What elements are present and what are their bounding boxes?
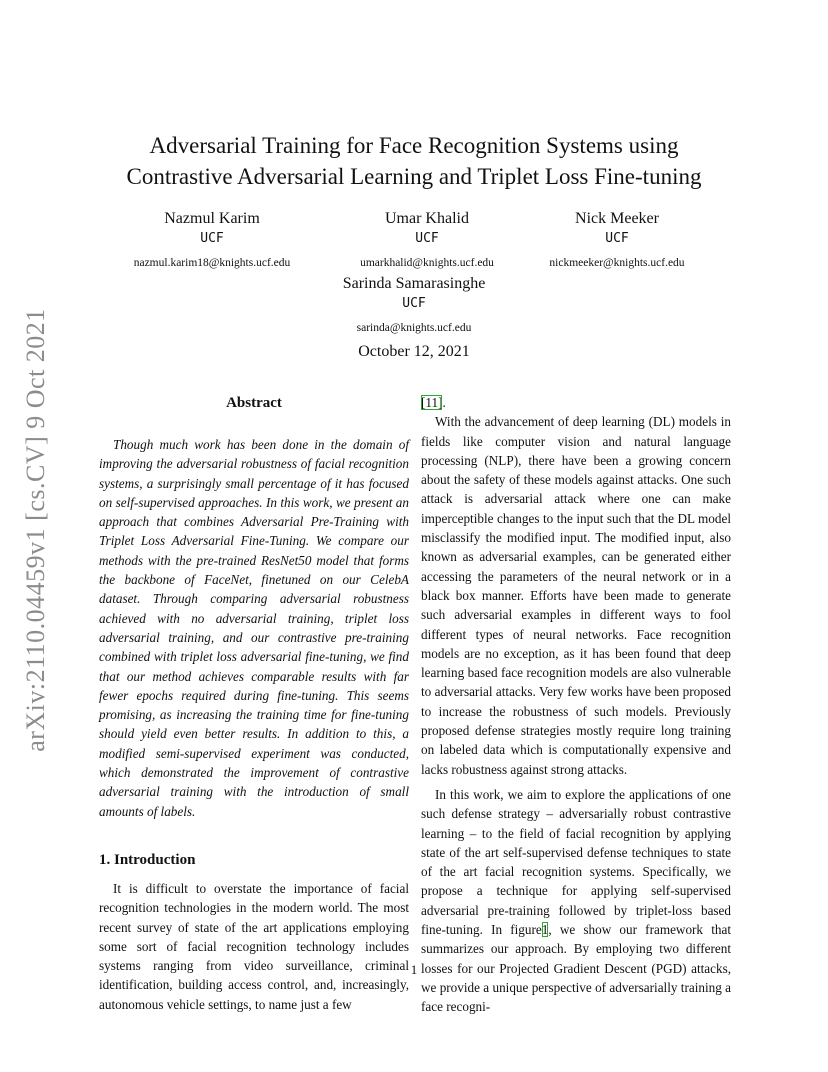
paragraph-text: In this work, we aim to explore the applications of one such defense strategy – adversarially robust contrastive learning – to the field of facial recognition by applying state of the art self-supervised defense techniques to state of the art facial recognition systems. Specifically, we propose a technique for applying self-supervised adversarial pre-training followed by triplet-loss based fine-tuning. In figure [421, 786, 731, 938]
author-email[interactable]: sarinda@knights.ucf.edu [356, 322, 472, 334]
author-block-3 [517, 209, 717, 271]
author-affiliation: UCF [605, 231, 629, 246]
author-name: Nazmul Karim [164, 210, 260, 227]
sentence-end: . [442, 395, 446, 410]
right-column [421, 393, 731, 1017]
author-name: Umar Khalid [385, 210, 469, 227]
intro-paragraph-1: It is difficult to overstate the importance of facial recognition technologies in the modern world. The most recent survey of state of the art applications employing some sort of facial recognition technology includes systems ranging from video surveillance, criminal identification, building access control, and, increasingly, autonomous vehicle settings, to name just a few [99, 880, 409, 1012]
author-email[interactable]: nazmul.karim18@knights.ucf.edu [133, 257, 291, 269]
title-line-1: Adversarial Training for Face Recognition Systems using [149, 133, 679, 158]
author-name: Sarinda Samarasinghe [342, 275, 486, 292]
page-number: 1 [410, 962, 418, 977]
intro-paragraph-3 [421, 785, 731, 1017]
paragraph-text: , we show our framework that summarizes our approach. By employing two different losses for our Projected Gradient Descent (PGD) attacks, we provide a unique perspective of adversarially training a face recogni- [421, 922, 731, 1015]
paper-title [100, 130, 728, 192]
author-block-2 [327, 209, 527, 271]
title-line-2: Contrastive Adversarial Learning and Triplet Loss Fine-tuning [126, 164, 702, 189]
author-block-4 [300, 274, 528, 336]
left-column [99, 393, 409, 1014]
arxiv-identifier-text: arXiv:2110.04459v1 [cs.CV] 9 Oct 2021 [21, 308, 50, 752]
author-affiliation: UCF [200, 231, 224, 246]
introduction-heading: 1. Introduction [99, 851, 196, 868]
intro-paragraph-2: With the advancement of deep learning (DL) models in fields like computer vision and natural language processing (NLP), there have been a growing concern about the safety of these models against attacks. One such attack is adversarial attack where one can make imperceptible changes to the input such that the DL model misclassify the modified input. The modified input, also known as adversarial examples, can be generated either accessing the parameters of the neural network or in a black box manner. Efforts have been made to generate such adversarial examples in different ways to fool different types of neural networks. Face recognition models are no exception, as it has been found that deep learning based face recognition models are also vulnerable to adversarial attacks. Very few works have been proposed to increase the robustness of such models. Previously proposed defense strategies mostly require long training on labeled data which is computationally expensive and lacks robustness against strong attacks. [421, 414, 731, 777]
abstract-text: Though much work has been done in the domain of improving the adversarial robustness of facial recognition systems, a surprisingly small percentage of it has focused on self-supervised approaches. In this work, we present an approach that combines Adversarial Pre-Training with Triplet Loss Adversarial Fine-Tuning. We compare our methods with the pre-trained ResNet50 model that forms the backbone of FaceNet, finetuned on our CelebA dataset. Through comparing adversarial robustness achieved with no adversarial training, triplet loss adversarial training, and our contrastive pre-training combined with triplet loss adversarial fine-tuning, we find that our method achieves comparable results with far fewer epochs required during fine-tuning. This seems promising, as increasing the training time for fine-tuning should yield even better results. In addition to this, a modified semi-supervised experiment was conducted, which demonstrated the improvement of contrastive adversarial training with the introduction of small amounts of labels. [99, 437, 409, 819]
citation-link[interactable]: [11] [421, 395, 443, 410]
author-affiliation: UCF [415, 231, 439, 246]
paper-date: October 12, 2021 [358, 343, 470, 360]
arxiv-identifier-stamp [22, 300, 50, 760]
author-block-1 [112, 209, 312, 271]
author-email[interactable]: nickmeeker@knights.ucf.edu [549, 257, 685, 269]
author-name: Nick Meeker [575, 210, 659, 227]
figure-reference-link[interactable]: 1 [541, 922, 549, 938]
author-email[interactable]: umarkhalid@knights.ucf.edu [360, 257, 494, 269]
abstract-heading: Abstract [226, 395, 282, 411]
author-affiliation: UCF [402, 296, 426, 311]
intro-paragraph-1-continued [421, 393, 731, 412]
